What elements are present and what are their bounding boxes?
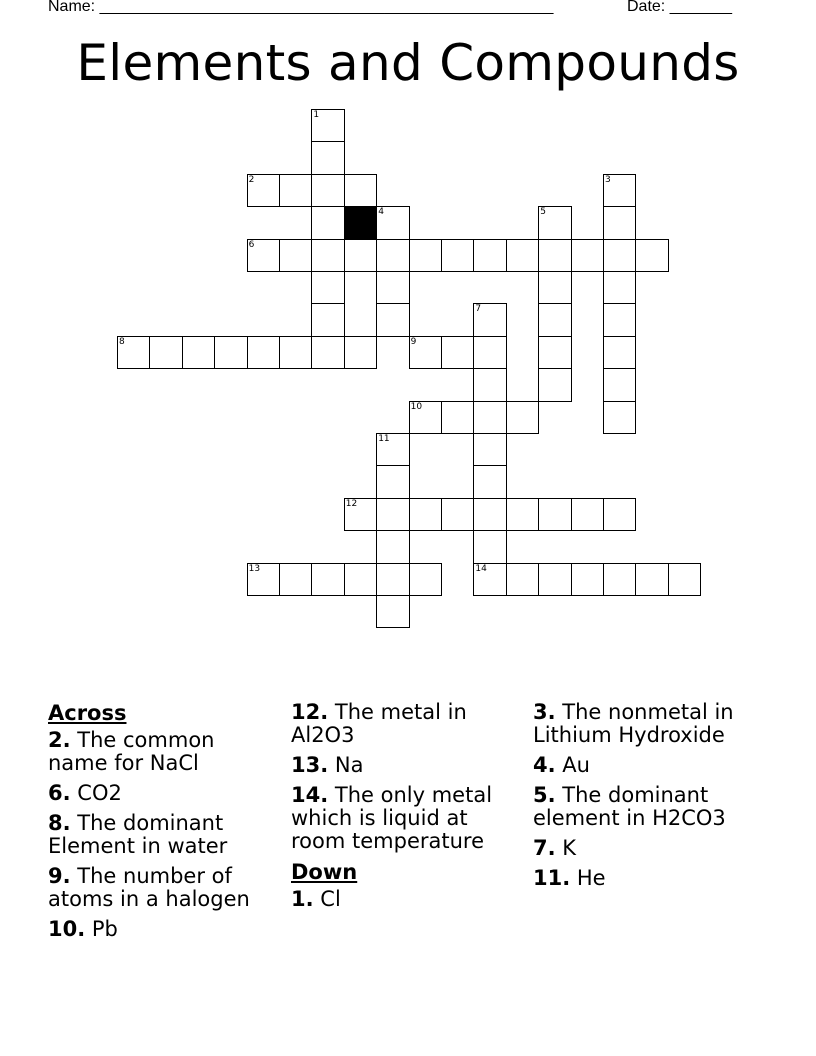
crossword-cell[interactable]: [279, 563, 312, 596]
crossword-cell[interactable]: [635, 239, 668, 272]
crossword-cell[interactable]: [538, 563, 571, 596]
crossword-cell[interactable]: [603, 336, 636, 369]
crossword-cell[interactable]: [538, 206, 571, 239]
crossword-cell[interactable]: [376, 303, 409, 336]
crossword-cell[interactable]: [473, 433, 506, 466]
crossword-cell[interactable]: [441, 498, 474, 531]
crossword-cell[interactable]: [311, 174, 344, 207]
crossword-cell[interactable]: [279, 239, 312, 272]
crossword-cell[interactable]: [603, 401, 636, 434]
name-field-label: Name: ___________________________________________________: [48, 0, 554, 15]
crossword-cell[interactable]: [506, 239, 539, 272]
crossword-cell[interactable]: [376, 433, 409, 466]
crossword-cell[interactable]: [603, 174, 636, 207]
crossword-cell[interactable]: [376, 206, 409, 239]
clue-number: 6.: [48, 781, 71, 805]
cell-number: 13: [248, 563, 261, 574]
clue-text: The only metal which is liquid at room temperature: [291, 783, 493, 853]
cell-number: 6: [248, 239, 255, 250]
clue-number: 7.: [533, 836, 556, 860]
clue-number: 12.: [291, 700, 329, 724]
clue-number: 1.: [291, 887, 314, 911]
crossword-cell[interactable]: [344, 563, 377, 596]
crossword-cell[interactable]: [441, 239, 474, 272]
crossword-cell[interactable]: [376, 498, 409, 531]
clue-number: 2.: [48, 728, 71, 752]
crossword-cell[interactable]: [247, 239, 280, 272]
cell-number: 4: [378, 207, 384, 218]
crossword-cell[interactable]: [473, 498, 506, 531]
crossword-cell[interactable]: [603, 498, 636, 531]
crossword-cell[interactable]: [311, 206, 344, 239]
crossword-cell[interactable]: [182, 336, 215, 369]
crossword-cell[interactable]: [473, 368, 506, 401]
crossword-cell[interactable]: [473, 401, 506, 434]
cell-number: 10: [410, 401, 423, 412]
cell-number: 9: [410, 336, 417, 347]
crossword-cell[interactable]: [117, 336, 150, 369]
clue-text: The dominant Element in water: [48, 811, 228, 858]
cell-number: 12: [345, 498, 358, 509]
crossword-cell[interactable]: [214, 336, 247, 369]
down-clue: [533, 837, 763, 860]
across-heading: Across: [48, 701, 127, 725]
cell-number: 8: [119, 336, 125, 347]
crossword-cell[interactable]: [376, 595, 409, 628]
crossword-cell[interactable]: [376, 239, 409, 272]
crossword-cell[interactable]: [409, 401, 442, 434]
down-clue: [533, 754, 763, 777]
crossword-cell[interactable]: [473, 239, 506, 272]
crossword-cell[interactable]: [603, 206, 636, 239]
crossword-cell[interactable]: [571, 563, 604, 596]
crossword-cell[interactable]: [603, 303, 636, 336]
clue-text: Au: [562, 753, 590, 777]
clue-number: 10.: [48, 917, 86, 941]
page-title: Elements and Compounds: [76, 34, 740, 92]
down-clue: [291, 888, 511, 911]
cell-number: 3: [605, 174, 611, 185]
crossword-cell[interactable]: [571, 239, 604, 272]
crossword-cell[interactable]: [571, 498, 604, 531]
cell-number: 5: [540, 207, 546, 218]
crossword-cell[interactable]: [409, 336, 442, 369]
cell-number: 7: [475, 304, 482, 315]
crossword-cell[interactable]: [247, 174, 280, 207]
down-clue: [533, 784, 763, 830]
crossword-cell[interactable]: [441, 401, 474, 434]
cell-number: 1: [313, 110, 320, 120]
clues-column-3: [533, 701, 763, 897]
crossword-cell[interactable]: [344, 239, 377, 272]
date-field-label: Date: _______: [627, 0, 732, 15]
clue-number: 11.: [533, 866, 571, 890]
clue-text: He: [576, 866, 606, 890]
clue-text: The nonmetal in Lithium Hydroxide: [533, 700, 734, 747]
crossword-cell[interactable]: [409, 498, 442, 531]
crossword-cell[interactable]: [603, 271, 636, 304]
clue-text: The number of atoms in a halogen: [48, 864, 250, 911]
crossword-cell[interactable]: [344, 498, 377, 531]
clue-text: CO2: [77, 781, 122, 805]
clue-number: 3.: [533, 700, 556, 724]
crossword-cell[interactable]: [311, 271, 344, 304]
clues-column-2: [291, 701, 511, 918]
crossword-cell[interactable]: [376, 530, 409, 563]
crossword-cell[interactable]: [311, 303, 344, 336]
across-clue: [291, 701, 511, 747]
crossword-cell[interactable]: [635, 563, 668, 596]
clue-text: The dominant element in H2CO3: [533, 783, 726, 830]
crossword-cell[interactable]: [506, 401, 539, 434]
crossword-cell[interactable]: [473, 303, 506, 336]
across-clue: [291, 784, 511, 853]
clue-number: 8.: [48, 811, 71, 835]
across-clue: [48, 865, 278, 911]
crossword-cell[interactable]: [506, 563, 539, 596]
crossword-cell[interactable]: [473, 336, 506, 369]
clue-text: The common name for NaCl: [48, 728, 215, 775]
clue-number: 13.: [291, 753, 329, 777]
crossword-cell[interactable]: [409, 563, 442, 596]
crossword-cell[interactable]: [311, 336, 344, 369]
crossword-cell[interactable]: [441, 336, 474, 369]
across-clue: [48, 729, 278, 775]
crossword-cell[interactable]: [603, 239, 636, 272]
crossword-cell[interactable]: [247, 336, 280, 369]
crossword-cell[interactable]: [247, 563, 280, 596]
crossword-cell[interactable]: [538, 271, 571, 304]
crossword-grid: [117, 109, 699, 627]
crossword-cell[interactable]: [311, 563, 344, 596]
clue-number: 5.: [533, 783, 556, 807]
crossword-cell[interactable]: [538, 336, 571, 369]
crossword-cell[interactable]: [538, 368, 571, 401]
across-clue: [48, 812, 278, 858]
crossword-cell[interactable]: [603, 368, 636, 401]
cell-number: 14: [475, 563, 487, 574]
crossword-cell[interactable]: [376, 563, 409, 596]
across-clue: [48, 918, 278, 941]
crossword-cell[interactable]: [409, 239, 442, 272]
clue-number: 9.: [48, 864, 71, 888]
crossword-cell[interactable]: [344, 336, 377, 369]
cell-number: 11: [378, 434, 390, 444]
crossword-cell[interactable]: [376, 271, 409, 304]
clue-text: Na: [334, 753, 364, 777]
crossword-cell[interactable]: [311, 239, 344, 272]
crossword-cell[interactable]: [311, 141, 344, 174]
crossword-cell[interactable]: [473, 563, 506, 596]
cell-number: 2: [248, 174, 255, 185]
clue-text: The metal in Al2O3: [291, 700, 467, 747]
down-clue: [533, 701, 763, 747]
crossword-cell[interactable]: [538, 239, 571, 272]
clue-text: Pb: [91, 917, 118, 941]
clues-column-1: [48, 701, 278, 948]
clue-number: 4.: [533, 753, 556, 777]
down-heading: Down: [291, 860, 358, 884]
down-clue: [533, 867, 763, 890]
crossword-cell[interactable]: [149, 336, 182, 369]
crossword-cell[interactable]: [279, 336, 312, 369]
crossword-cell[interactable]: [279, 174, 312, 207]
clue-text: Cl: [320, 887, 341, 911]
crossword-cell[interactable]: [311, 109, 344, 142]
clue-number: 14.: [291, 783, 329, 807]
crossword-cell[interactable]: [538, 498, 571, 531]
crossword-cell[interactable]: [376, 465, 409, 498]
crossword-block-cell: [344, 206, 377, 239]
crossword-cell[interactable]: [344, 174, 377, 207]
crossword-cell[interactable]: [668, 563, 701, 596]
crossword-cell[interactable]: [603, 563, 636, 596]
clue-text: K: [562, 836, 577, 860]
across-clue: [291, 754, 511, 777]
crossword-cell[interactable]: [506, 498, 539, 531]
crossword-cell[interactable]: [473, 530, 506, 563]
crossword-cell[interactable]: [538, 303, 571, 336]
crossword-cell[interactable]: [473, 465, 506, 498]
across-clue: [48, 782, 278, 805]
